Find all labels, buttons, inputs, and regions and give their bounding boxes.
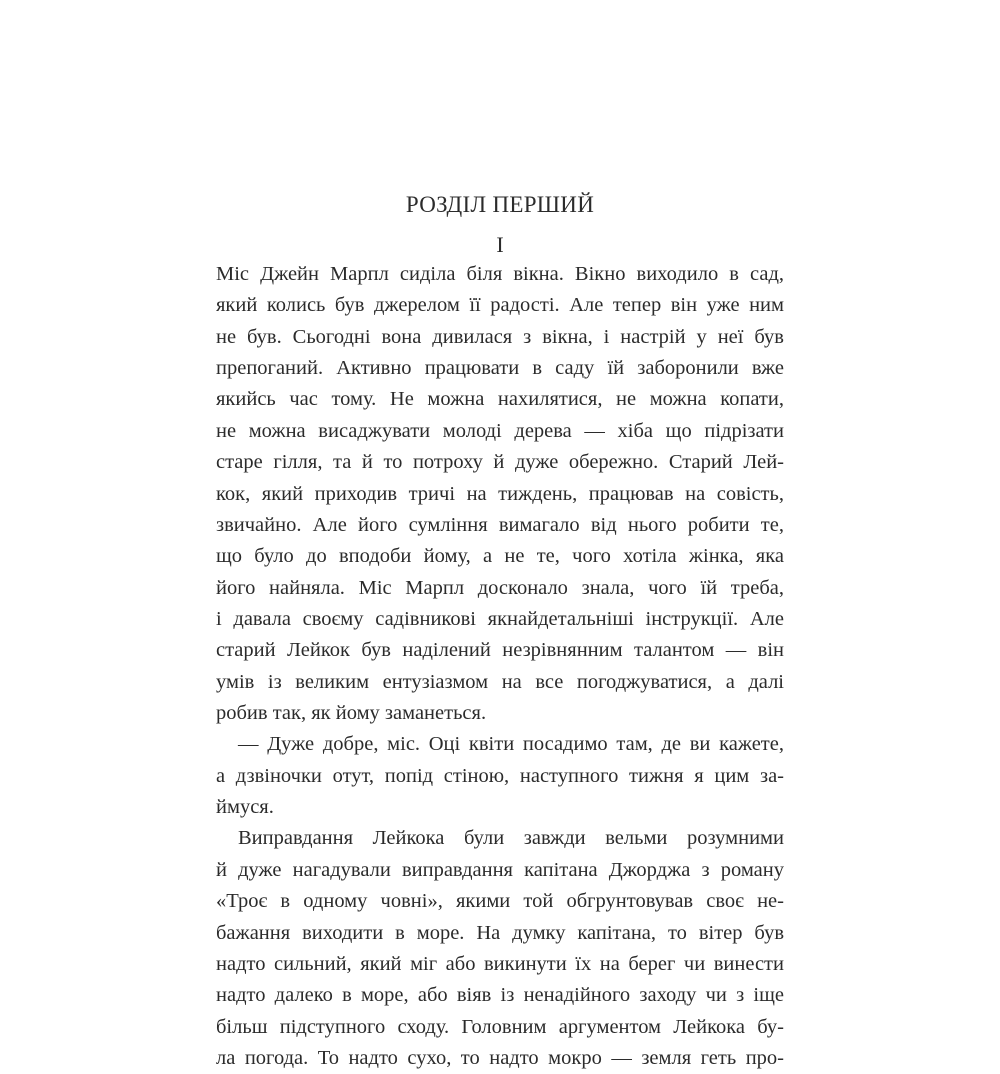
text-line: який колись був джерелом її радості. Але тепер він уже ним (216, 294, 784, 317)
text-line: ймуся. (216, 796, 274, 819)
text-line: старе гілля, та й то потроху й дуже обережно. Старий Лей- (216, 451, 784, 474)
text-line: не був. Сьогодні вона дивилася з вікна, і настрій у неї був (216, 325, 784, 348)
text-line: надто далеко в море, або віяв із ненадійного заходу чи з іще (216, 984, 784, 1007)
section-number: I (496, 232, 504, 257)
body-text (216, 259, 784, 1074)
text-line: робив так, як йому заманеться. (216, 702, 487, 725)
text-line: кок, який приходив тричі на тиждень, працював на совість, (216, 482, 784, 505)
text-line: ла погода. То надто сухо, то надто мокро — земля геть про- (216, 1046, 784, 1069)
text-line: «Троє в одному човні», якими той обгрунтовував своє не- (216, 890, 784, 913)
text-line: не можна висаджувати молоді дерева — хіба що підрізати (216, 419, 784, 442)
text-line: умів із великим ентузіазмом на все погоджуватися, а далі (216, 670, 784, 693)
text-line: старий Лейкок був наділений незрівнянним талантом — він (216, 639, 784, 662)
text-line: надто сильний, який міг або викинути їх на берег чи винести (216, 952, 784, 975)
text-line: й дуже нагадували виправдання капітана Джорджа з роману (216, 858, 784, 881)
text-line: бажання виходити в море. На думку капітана, то вітер був (216, 921, 784, 944)
text-line: якийсь час тому. Не можна нахилятися, не можна копати, (216, 388, 784, 411)
text-line: і давала своєму садівникові якнайдетальніші інструкції. Але (216, 607, 784, 630)
text-line: препоганий. Активно працювати в саду їй заборонили вже (216, 357, 784, 380)
text-line: його найняла. Міс Марпл досконало знала, чого їй треба, (216, 576, 784, 599)
text-line: звичайно. Але його сумління вимагало від нього робити те, (216, 513, 784, 536)
text-line: — Дуже добре, міс. Оці квіти посадимо там, де ви кажете, (238, 733, 784, 756)
text-line: Виправдання Лейкока були завжди вельми розумними (238, 827, 784, 850)
text-line: що було до вподоби йому, а не те, чого хотіла жінка, яка (216, 545, 784, 568)
text-line: Міс Джейн Марпл сиділа біля вікна. Вікно виходило в сад, (216, 263, 784, 285)
chapter-title: РОЗДІЛ ПЕРШИЙ (405, 192, 595, 217)
text-line: а дзвіночки отут, попід стіною, наступного тижня я цим за- (216, 764, 784, 787)
text-line: більш підступного сходу. Головним аргументом Лейкока бу- (216, 1015, 784, 1038)
